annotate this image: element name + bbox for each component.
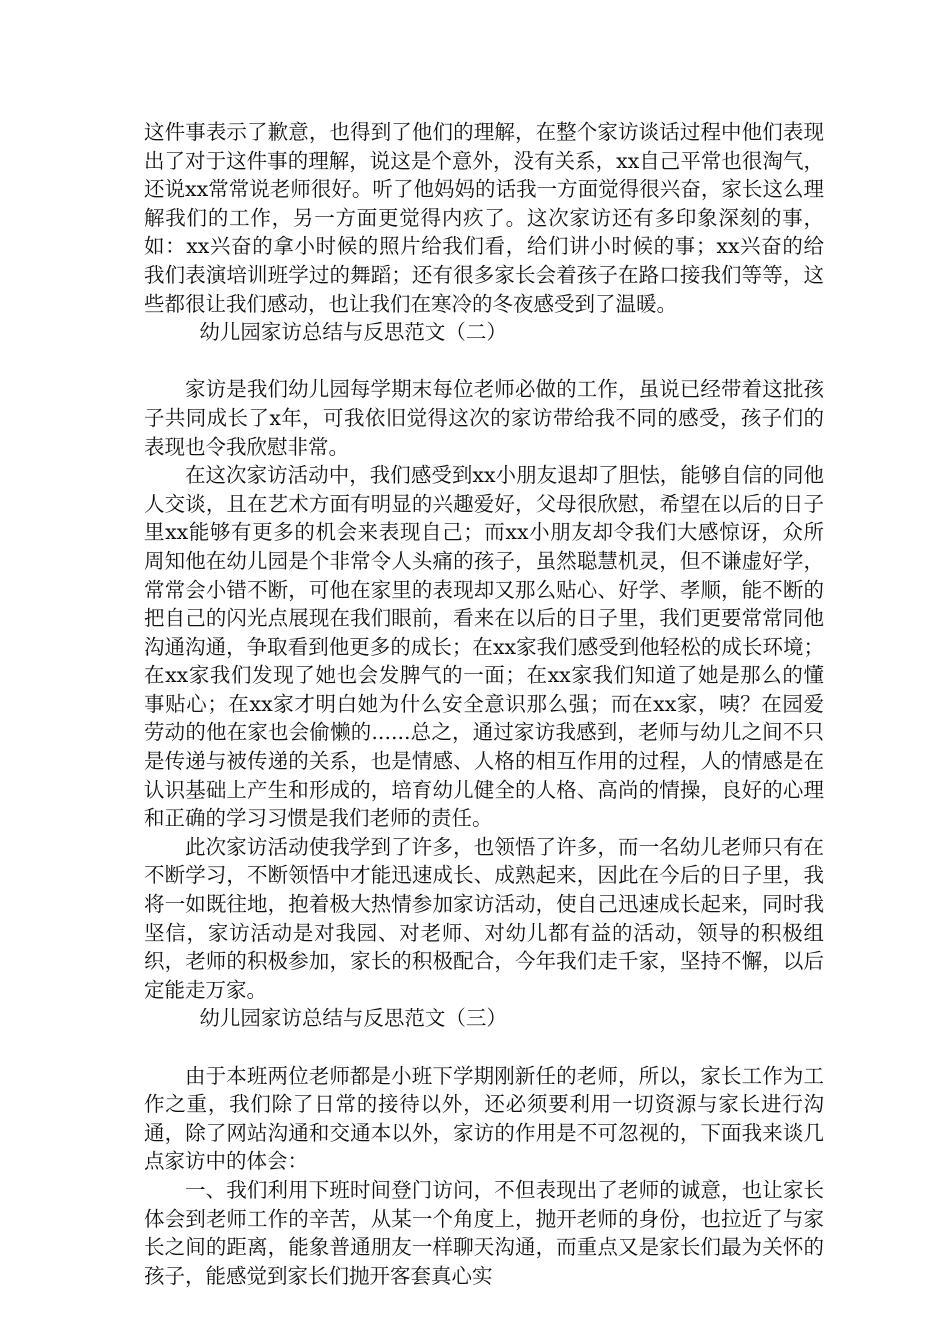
section-heading-three: 幼儿园家访总结与反思范文（三） <box>199 1006 507 1031</box>
paragraph: 一、我们利用下班时间登门访问，不但表现出了老师的诚意，也让家长体会到老师工作的辛苦，从某一个角度上，抛开老师的身份，也拉近了与家长之间的距离，能象普通朋友一样聊天沟通，而重点又是家长们最为关怀的孩子，能感觉到家长们抛开客套真心实 <box>144 1177 824 1288</box>
blank-line <box>144 1033 824 1062</box>
paragraph: 家访是我们幼儿园每学期末每位老师必做的工作，虽说已经带着这批孩子共同成长了x年，可我依旧觉得这次的家访带给我不同的感受，孩子们的表现也令我欣慰非常。 <box>144 377 824 459</box>
section-heading-two: 幼儿园家访总结与反思范文（二） <box>199 320 507 345</box>
blank-line <box>144 347 824 376</box>
paragraph: 在这次家访活动中，我们感受到xx小朋友退却了胆怯，能够自信的同他人交谈，且在艺术方面有明显的兴趣爱好，父母很欣慰，希望在以后的日子里xx能够有更多的机会来表现自己；而xx小朋友却令我们大感惊讶，众所周知他在幼儿园是个非常令人头痛的孩子，虽然聪慧机灵，但不谦虚好学，常常会小错不断，可他在家里的表现却又那么贴心、好学、孝顺，能不断的把自己的闪光点展现在我们眼前，看来在以后的日子里，我们更要常常同他沟通沟通，争取看到他更多的成长；在xx家我们感受到他轻松的成长环境；在xx家我们发现了她也会发脾气的一面；在xx家我们知道了她是那么的懂事贴心；在xx家才明白她为什么安全意识那么强；而在xx家，咦？在园爱劳动的他在家也会偷懒的......总之，通过家访我感到，老师与幼儿之间不只是传递与被传递的关系，也是情感、人格的相互作用的过程，人的情感是在认识基础上产生和形成的，培育幼儿健全的人格、高尚的情操，良好的心理和正确的学习习惯是我们老师的责任。 <box>144 463 824 831</box>
paragraph-continuation: 这件事表示了歉意，也得到了他们的理解，在整个家访谈话过程中他们表现出了对于这件事的理解，说这是个意外，没有关系，xx自己平常也很淘气，还说xx常常说老师很好。听了他妈妈的话我一方面觉得很兴奋，家长这么理解我们的工作，另一方面更觉得内疚了。这次家访还有多印象深刻的事，如：xx兴奋的拿小时候的照片给我们看，给们讲小时候的事；xx兴奋的给我们表演培训班学过的舞蹈；还有很多家长会着孩子在路口接我们等等，这些都很让我们感动，也让我们在寒冷的冬夜感受到了温暖。 <box>144 120 824 316</box>
document-body <box>144 118 824 1290</box>
paragraph: 由于本班两位老师都是小班下学期刚新任的老师，所以，家长工作为工作之重，我们除了日常的接待以外，还必须要利用一切资源与家长进行沟通，除了网站沟通和交通本以外，家访的作用是不可忽视的，下面我来谈几点家访中的体会： <box>144 1063 824 1174</box>
paragraph: 此次家访活动使我学到了许多，也领悟了许多，而一名幼儿老师只有在不断学习，不断领悟中才能迅速成长、成熟起来，因此在今后的日子里，我将一如既往地，抱着极大热情参加家访活动，使自己迅速成长起来，同时我坚信，家访活动是对我园、对老师、对幼儿都有益的活动，领导的积极组织，老师的积极参加，家长的积极配合，今年我们走千家，坚持不懈，以后定能走万家。 <box>144 834 824 1002</box>
